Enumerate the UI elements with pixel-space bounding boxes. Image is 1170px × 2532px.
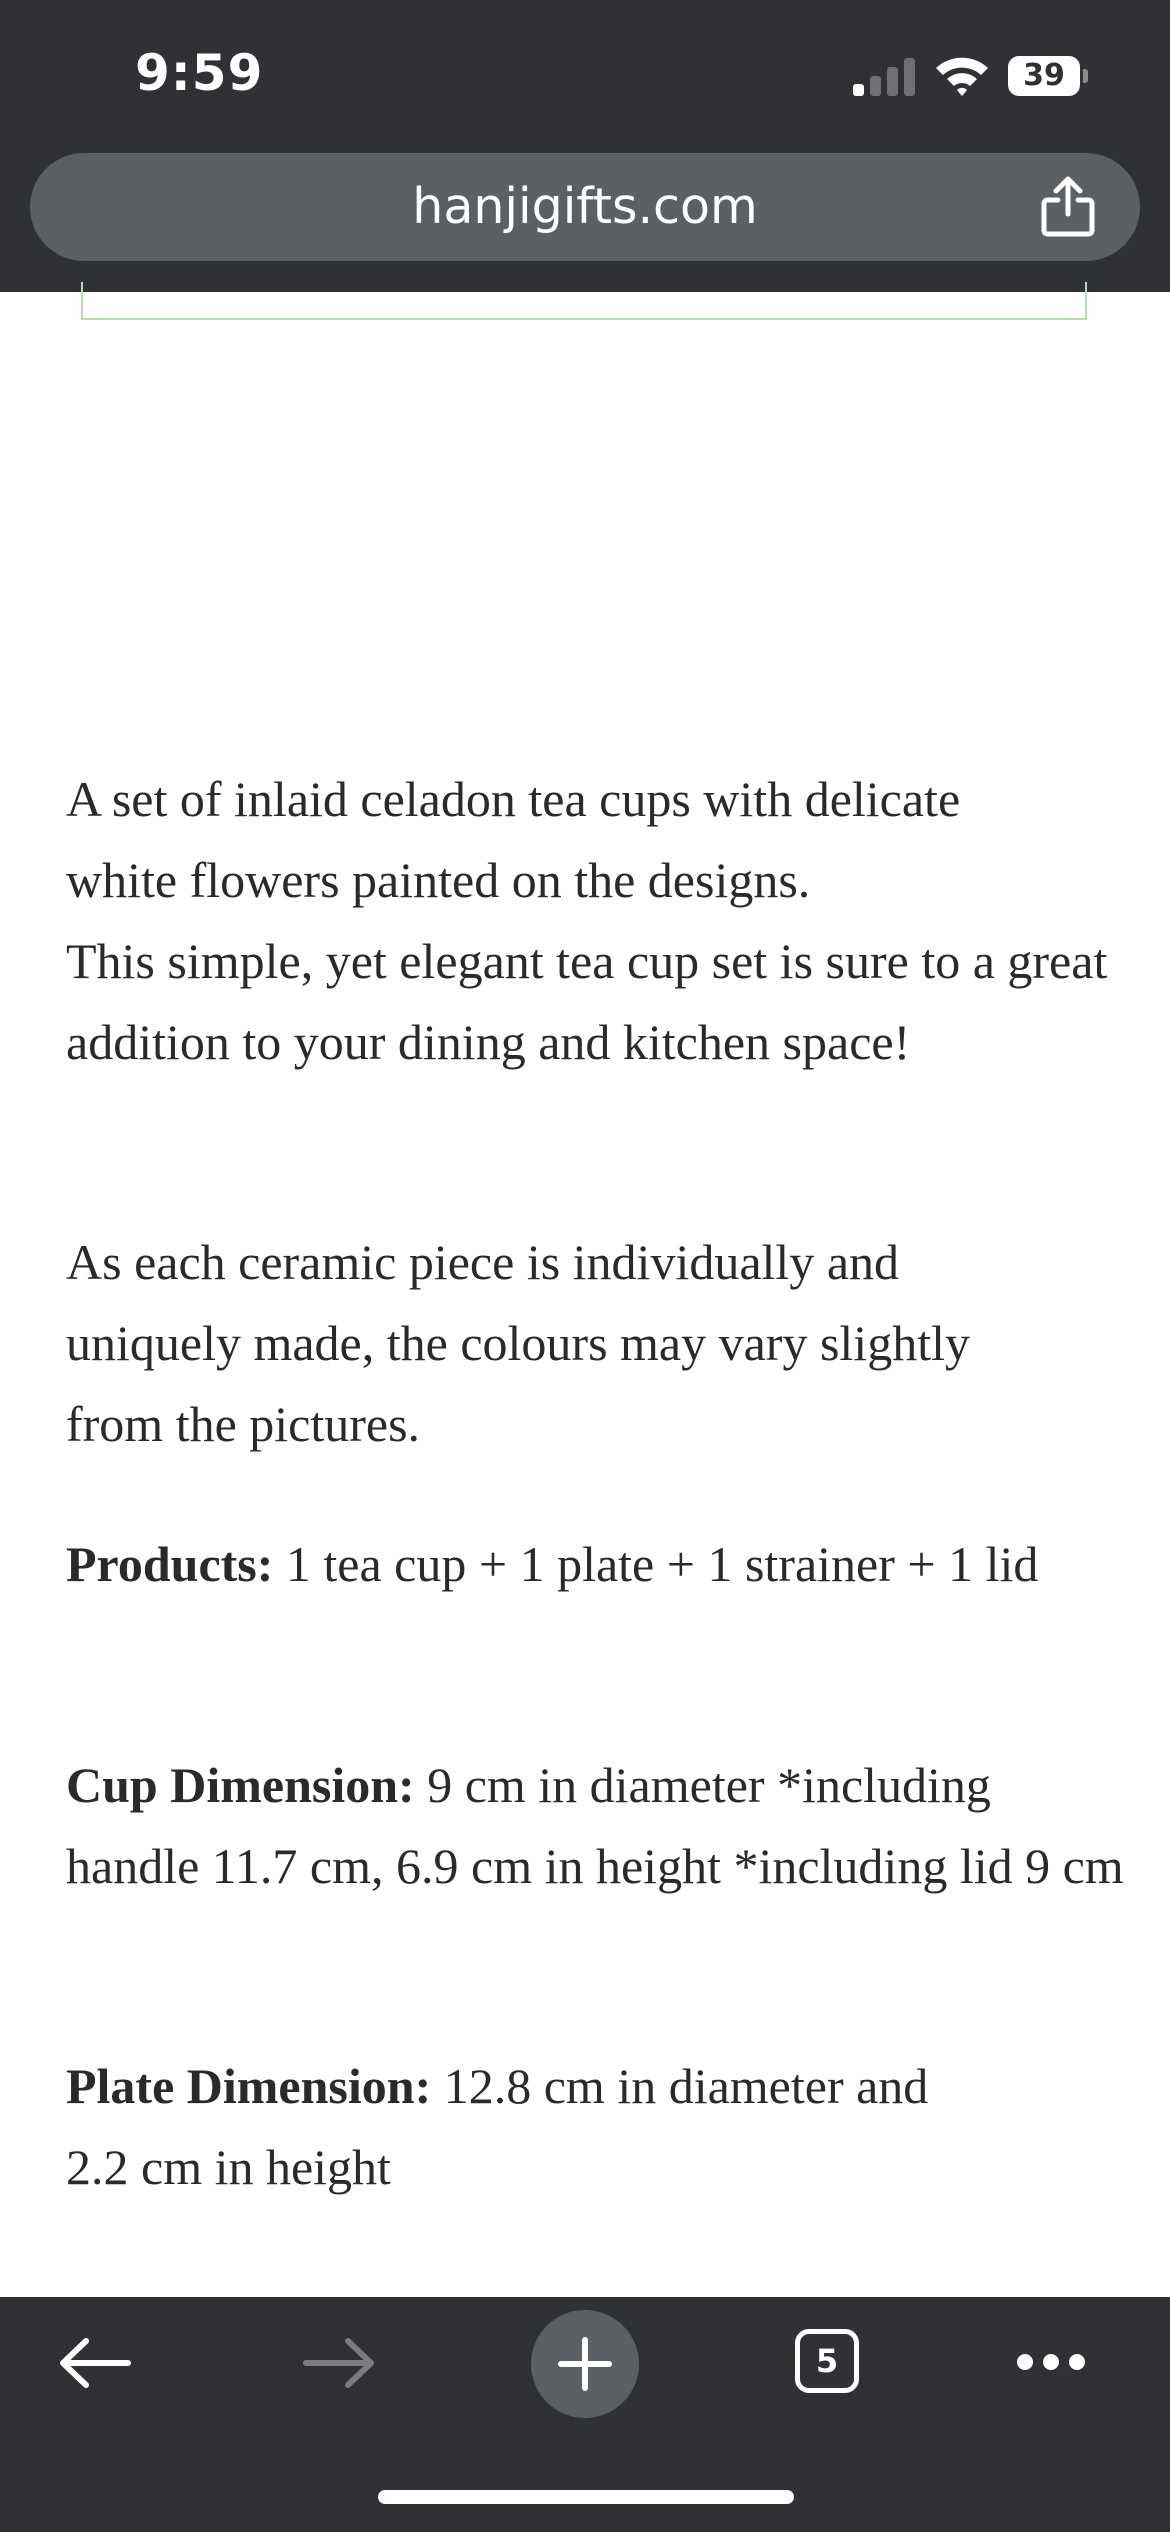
intro-line-1: A set of inlaid celadon tea cups with delicate white flowers painted on the designs. bbox=[66, 771, 961, 908]
cup-dimension-value: 9 cm in diameter *including handle 11.7 cm, 6.9 cm in height *including lid 9 cm bbox=[66, 1757, 1124, 1894]
product-intro bbox=[66, 759, 1116, 1083]
cup-dimension-label: Cup Dimension: bbox=[66, 1757, 415, 1813]
products-label: Products: bbox=[66, 1536, 274, 1592]
tab-switcher-button[interactable]: 5 bbox=[795, 2329, 859, 2393]
status-time: 9:59 bbox=[135, 44, 264, 102]
battery-level: 39 bbox=[1008, 56, 1080, 96]
home-indicator[interactable] bbox=[378, 2490, 794, 2504]
url-text: hanjigifts.com bbox=[412, 178, 758, 235]
battery-icon bbox=[1008, 56, 1088, 96]
plate-dimension-label: Plate Dimension: bbox=[66, 2058, 432, 2114]
cup-dimension-spec bbox=[66, 1745, 1126, 1907]
intro-line-2: This simple, yet elegant tea cup set is sure to a great addition to your dining and kitchen space! bbox=[66, 933, 1108, 1070]
products-spec bbox=[66, 1524, 1126, 1605]
address-bar[interactable] bbox=[30, 153, 1140, 261]
plus-icon bbox=[558, 2337, 612, 2391]
more-dots-icon[interactable] bbox=[1015, 2350, 1087, 2374]
share-icon[interactable] bbox=[1040, 176, 1096, 238]
colour-note-text: As each ceramic piece is individually and uniquely made, the colours may vary slightly from the pictures. bbox=[66, 1234, 970, 1452]
cellular-signal-icon bbox=[853, 58, 915, 96]
products-value: 1 tea cup + 1 plate + 1 strainer + 1 lid bbox=[273, 1536, 1039, 1592]
forward-arrow-icon[interactable] bbox=[302, 2336, 376, 2390]
new-tab-button[interactable] bbox=[531, 2310, 639, 2418]
wifi-icon bbox=[934, 54, 990, 96]
colour-note bbox=[66, 1222, 1066, 1465]
back-arrow-icon[interactable] bbox=[58, 2336, 132, 2390]
plate-dimension-value: 12.8 cm in diameter and 2.2 cm in height bbox=[66, 2058, 929, 2195]
product-image-frame bbox=[81, 282, 1087, 320]
plate-dimension-spec bbox=[66, 2046, 996, 2208]
